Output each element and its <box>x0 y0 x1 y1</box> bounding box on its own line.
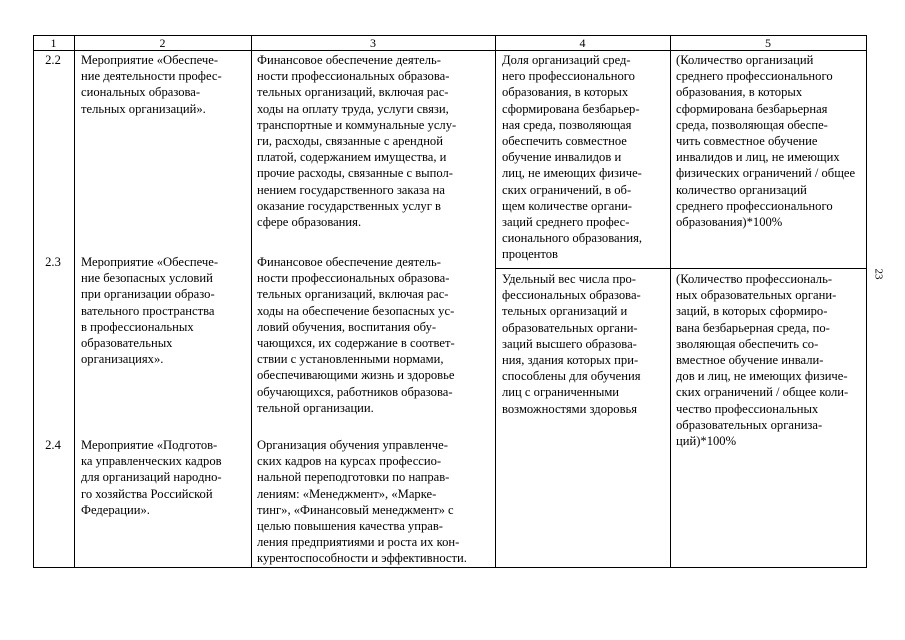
page-number: 23 <box>872 268 885 280</box>
financing-description: Финансовое обеспечение деятель- ности профессиональных образова- тельных организаций, включая рас- ходы на обеспечение безопасных ус- ловий обучения, воспитания обу- чающихся, их содержание в соответ- ствии с установленными нормами, обеспечивающими жизнь и здоровье обучающихся, работников образова- тельной организации. <box>257 255 455 415</box>
event-name: Мероприятие «Обеспече- ние деятельности профес- сиональных образова- тельных организаций». <box>81 53 222 116</box>
document-sheet <box>33 35 867 568</box>
row-number: 2.2 <box>45 53 61 67</box>
header-col-3: 3 <box>370 36 376 50</box>
event-name: Мероприятие «Подготов- ка управленческих кадров для организаций народно- го хозяйства Российской Федерации». <box>81 438 222 517</box>
header-col-4: 4 <box>579 36 586 50</box>
indicator-formula: (Количество профессиональ- ных образовательных органи- заций, в которых сформиро- вана безбарьерная среда, по- зволяющая обеспечить со- вместное обучение инвали- дов и лиц, не имеющих физиче- ских ограничений / общее коли- чество профессиональных образовательных организа- ций)*100% <box>676 272 849 449</box>
column-divider <box>74 35 75 568</box>
header-col-5: 5 <box>765 36 771 50</box>
header-divider <box>33 50 867 51</box>
financing-description: Организация обучения управленче- ских кадров на курсах профессио- нальной переподготовки по направ- лениям: «Менеджмент», «Марке- тинг», «Финансовый менеджмент» с целью повышения качества управ- ления предприятиями и роста их кон- курентоспособности и эффективности. <box>257 438 467 566</box>
financing-description: Финансовое обеспечение деятель- ности профессиональных образова- тельных организаций, включая рас- ходы на оплату труда, услуги связи, транспортные и коммунальные услу- ги, расходы, связанные с арендной платой, содержанием имущества, и прочие расходы, связанные с выпол- нением государственного заказа на оказание государственных услуг в сфере образования. <box>257 53 457 230</box>
column-divider <box>495 35 496 568</box>
row-number: 2.3 <box>45 255 61 269</box>
row-number: 2.4 <box>45 438 61 452</box>
table-border-bottom <box>33 567 867 568</box>
column-divider <box>251 35 252 568</box>
header-col-1: 1 <box>50 36 57 50</box>
indicator-formula: (Количество организаций среднего профессионального образования, в которых сформирована безбарьерная среда, позволяющая обеспе- чить совместное обучение инвалидов и лиц, не имеющих физических ограничений / общее количество организаций среднего профессионального образования)*100% <box>676 53 856 230</box>
indicator-description: Удельный вес числа про- фессиональных образова- тельных организаций и образовательных органи- заций высшего образова- ния, здания которых при- способлены для обучения лиц с ограниченными возможностями здоровья <box>502 272 641 416</box>
table-border-right <box>866 35 867 568</box>
header-col-2: 2 <box>159 36 166 50</box>
event-name: Мероприятие «Обеспече- ние безопасных условий при организации образо- вательного пространства в профессиональных образовательных организациях». <box>81 255 219 367</box>
table-border-left <box>33 35 34 568</box>
table <box>33 35 867 568</box>
row-divider <box>495 268 867 269</box>
column-divider <box>670 35 671 568</box>
indicator-description: Доля организаций сред- него профессионального образования, в которых сформирована безбарьер- ная среда, позволяющая обеспечить совместное обучение инвалидов и лиц, не имеющих физиче- ских ограничений, в об- щем количестве органи- заций среднего профес- сионального образования, процентов <box>502 53 643 262</box>
